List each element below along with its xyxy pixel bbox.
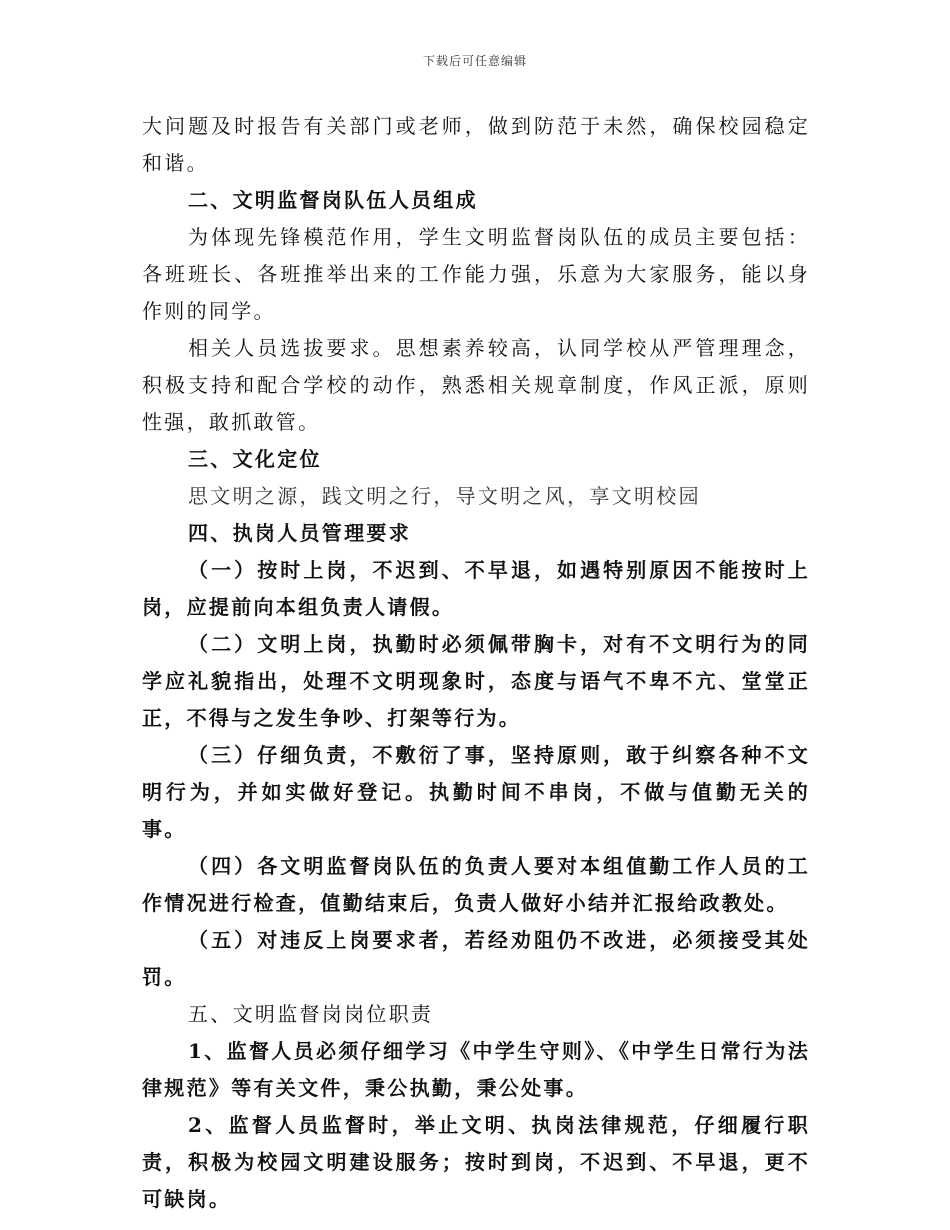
section-heading-2: 二、文明监督岗队伍人员组成	[188, 188, 478, 212]
section-heading-5: 五、文明监督岗岗位职责	[188, 1002, 434, 1026]
section-heading-4: 四、执岗人员管理要求	[188, 521, 411, 545]
paragraph-members: 为体现先锋模范作用，学生文明监督岗队伍的成员主要包括：各班班长、各班推举出来的工作能力强，乐意为大家服务，能以身作则的同学。	[142, 225, 810, 323]
rule-item-3: （三）仔细负责，不敷衍了事，坚持原则，敢于纠察各种不文明行为，并如实做好登记。执勤时间不串岗，不做与值勤无关的事。	[142, 743, 810, 841]
document-body	[142, 108, 810, 1218]
paragraph-continuation: 大问题及时报告有关部门或老师，做到防范于未然，确保校园稳定和谐。	[142, 114, 810, 175]
paragraph-selection: 相关人员选拔要求。思想素养较高，认同学校从严管理理念，积极支持和配合学校的动作，熟悉相关规章制度，作风正派，原则性强，敢抓敢管。	[142, 336, 810, 434]
paragraph-culture: 思文明之源，践文明之行，导文明之风，享文明校园	[188, 484, 701, 508]
duty-item-1: 1、监督人员必须仔细学习《中学生守则》、《中学生日常行为法律规范》等有关文件，秉公执勤，秉公处事。	[142, 1039, 810, 1100]
rule-item-2: （二）文明上岗，执勤时必须佩带胸卡，对有不文明行为的同学应礼貌指出，处理不文明现象时，态度与语气不卑不亢、堂堂正正，不得与之发生争吵、打架等行为。	[142, 632, 810, 730]
duty-item-2: 2、监督人员监督时，举止文明、执岗法律规范，仔细履行职责，积极为校园文明建设服务；按时到岗，不迟到、不早退，更不可缺岗。	[142, 1113, 810, 1211]
rule-item-1: （一）按时上岗，不迟到、不早退，如遇特别原因不能按时上岗，应提前向本组负责人请假。	[142, 558, 810, 619]
page-header: 下载后可任意编辑	[422, 54, 527, 68]
rule-item-4: （四）各文明监督岗队伍的负责人要对本组值勤工作人员的工作情况进行检查，值勤结束后，负责人做好小结并汇报给政教处。	[142, 854, 810, 915]
section-heading-3: 三、文化定位	[188, 447, 322, 471]
rule-item-5: （五）对违反上岗要求者，若经劝阻仍不改进，必须接受其处罚。	[142, 928, 810, 989]
